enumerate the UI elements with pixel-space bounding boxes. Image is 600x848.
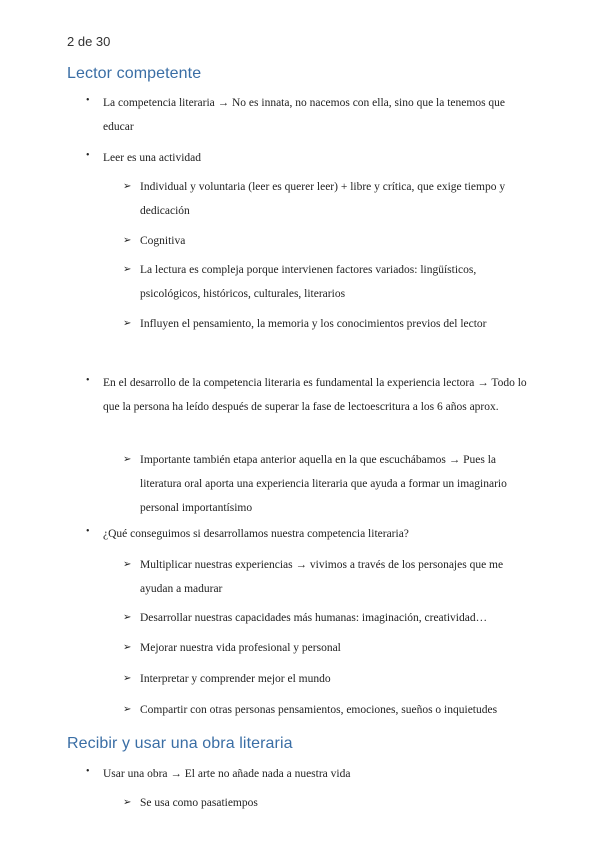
sub-list-item-text: Cognitiva (140, 235, 186, 247)
list-item (86, 146, 533, 170)
arrow-bullet-icon: ➢ (123, 642, 132, 653)
section-heading-lector-competente: Lector competente (67, 65, 202, 82)
arrow-bullet-icon: ➢ (123, 673, 132, 684)
arrow-bullet-icon: ➢ (123, 235, 132, 246)
arrow-bullet-icon: ➢ (123, 181, 132, 192)
list-item (86, 522, 533, 546)
sub-list-item (123, 175, 535, 223)
bullet-icon: • (86, 150, 90, 161)
sub-list-item (123, 258, 535, 306)
list-item-text: La competencia literaria → No es innata, no nacemos con ella, sino que la tenemos que educar (103, 97, 506, 133)
sub-list-item (123, 229, 535, 253)
arrow-bullet-icon: ➢ (123, 612, 132, 623)
sub-list-item-text: Se usa como pasatiempos (140, 797, 258, 809)
page-number: 2 de 30 (67, 34, 111, 49)
sub-list-item-text: Desarrollar nuestras capacidades más humanas: imaginación, creatividad… (140, 612, 488, 624)
sub-list-item (123, 791, 535, 815)
arrow-bullet-icon: ➢ (123, 559, 132, 570)
bullet-icon: • (86, 526, 90, 537)
section-heading-recibir-obra: Recibir y usar una obra literaria (67, 735, 293, 752)
list-item-text: En el desarrollo de la competencia literaria es fundamental la experiencia lectora → Todo lo que la persona ha leído después de superar la fase de lectoescritura a los 6 años aprox. (103, 377, 527, 413)
sub-list-item (123, 448, 535, 520)
sub-list-item (123, 553, 535, 601)
arrow-bullet-icon: ➢ (123, 797, 132, 808)
sub-list-item (123, 636, 535, 660)
list-item (86, 371, 533, 419)
sub-list-item-text: Influyen el pensamiento, la memoria y los conocimientos previos del lector (140, 318, 487, 330)
sub-list-item-text: Individual y voluntaria (leer es querer leer) + libre y crítica, que exige tiempo y dedicación (140, 181, 506, 217)
bullet-icon: • (86, 766, 90, 777)
bullet-icon: • (86, 375, 90, 386)
sub-list-item (123, 667, 535, 691)
arrow-bullet-icon: ➢ (123, 454, 132, 465)
sub-list-item (123, 698, 535, 722)
sub-list-item-text: Importante también etapa anterior aquella en la que escuchábamos → Pues la literatura oral aporta una experiencia literaria que ayuda a formar un imaginario personal importantísimo (140, 454, 507, 514)
list-item-text: ¿Qué conseguimos si desarrollamos nuestra competencia literaria? (103, 528, 409, 540)
sub-list-item-text: Multiplicar nuestras experiencias → vivimos a través de los personajes que me ayudan a madurar (140, 559, 504, 595)
list-item-text: Leer es una actividad (103, 152, 202, 164)
list-item (86, 91, 533, 139)
list-item-text: Usar una obra → El arte no añade nada a nuestra vida (103, 768, 351, 780)
sub-list-item (123, 312, 535, 336)
sub-list-item-text: Interpretar y comprender mejor el mundo (140, 673, 331, 685)
list-item (86, 762, 533, 786)
sub-list-item-text: Mejorar nuestra vida profesional y personal (140, 642, 341, 654)
bullet-icon: • (86, 95, 90, 106)
sub-list-item (123, 606, 535, 630)
arrow-bullet-icon: ➢ (123, 264, 132, 275)
arrow-bullet-icon: ➢ (123, 704, 132, 715)
sub-list-item-text: La lectura es compleja porque intervienen factores variados: lingüísticos, psicológicos, históricos, culturales, literarios (140, 264, 477, 300)
sub-list-item-text: Compartir con otras personas pensamientos, emociones, sueños o inquietudes (140, 704, 498, 716)
arrow-bullet-icon: ➢ (123, 318, 132, 329)
